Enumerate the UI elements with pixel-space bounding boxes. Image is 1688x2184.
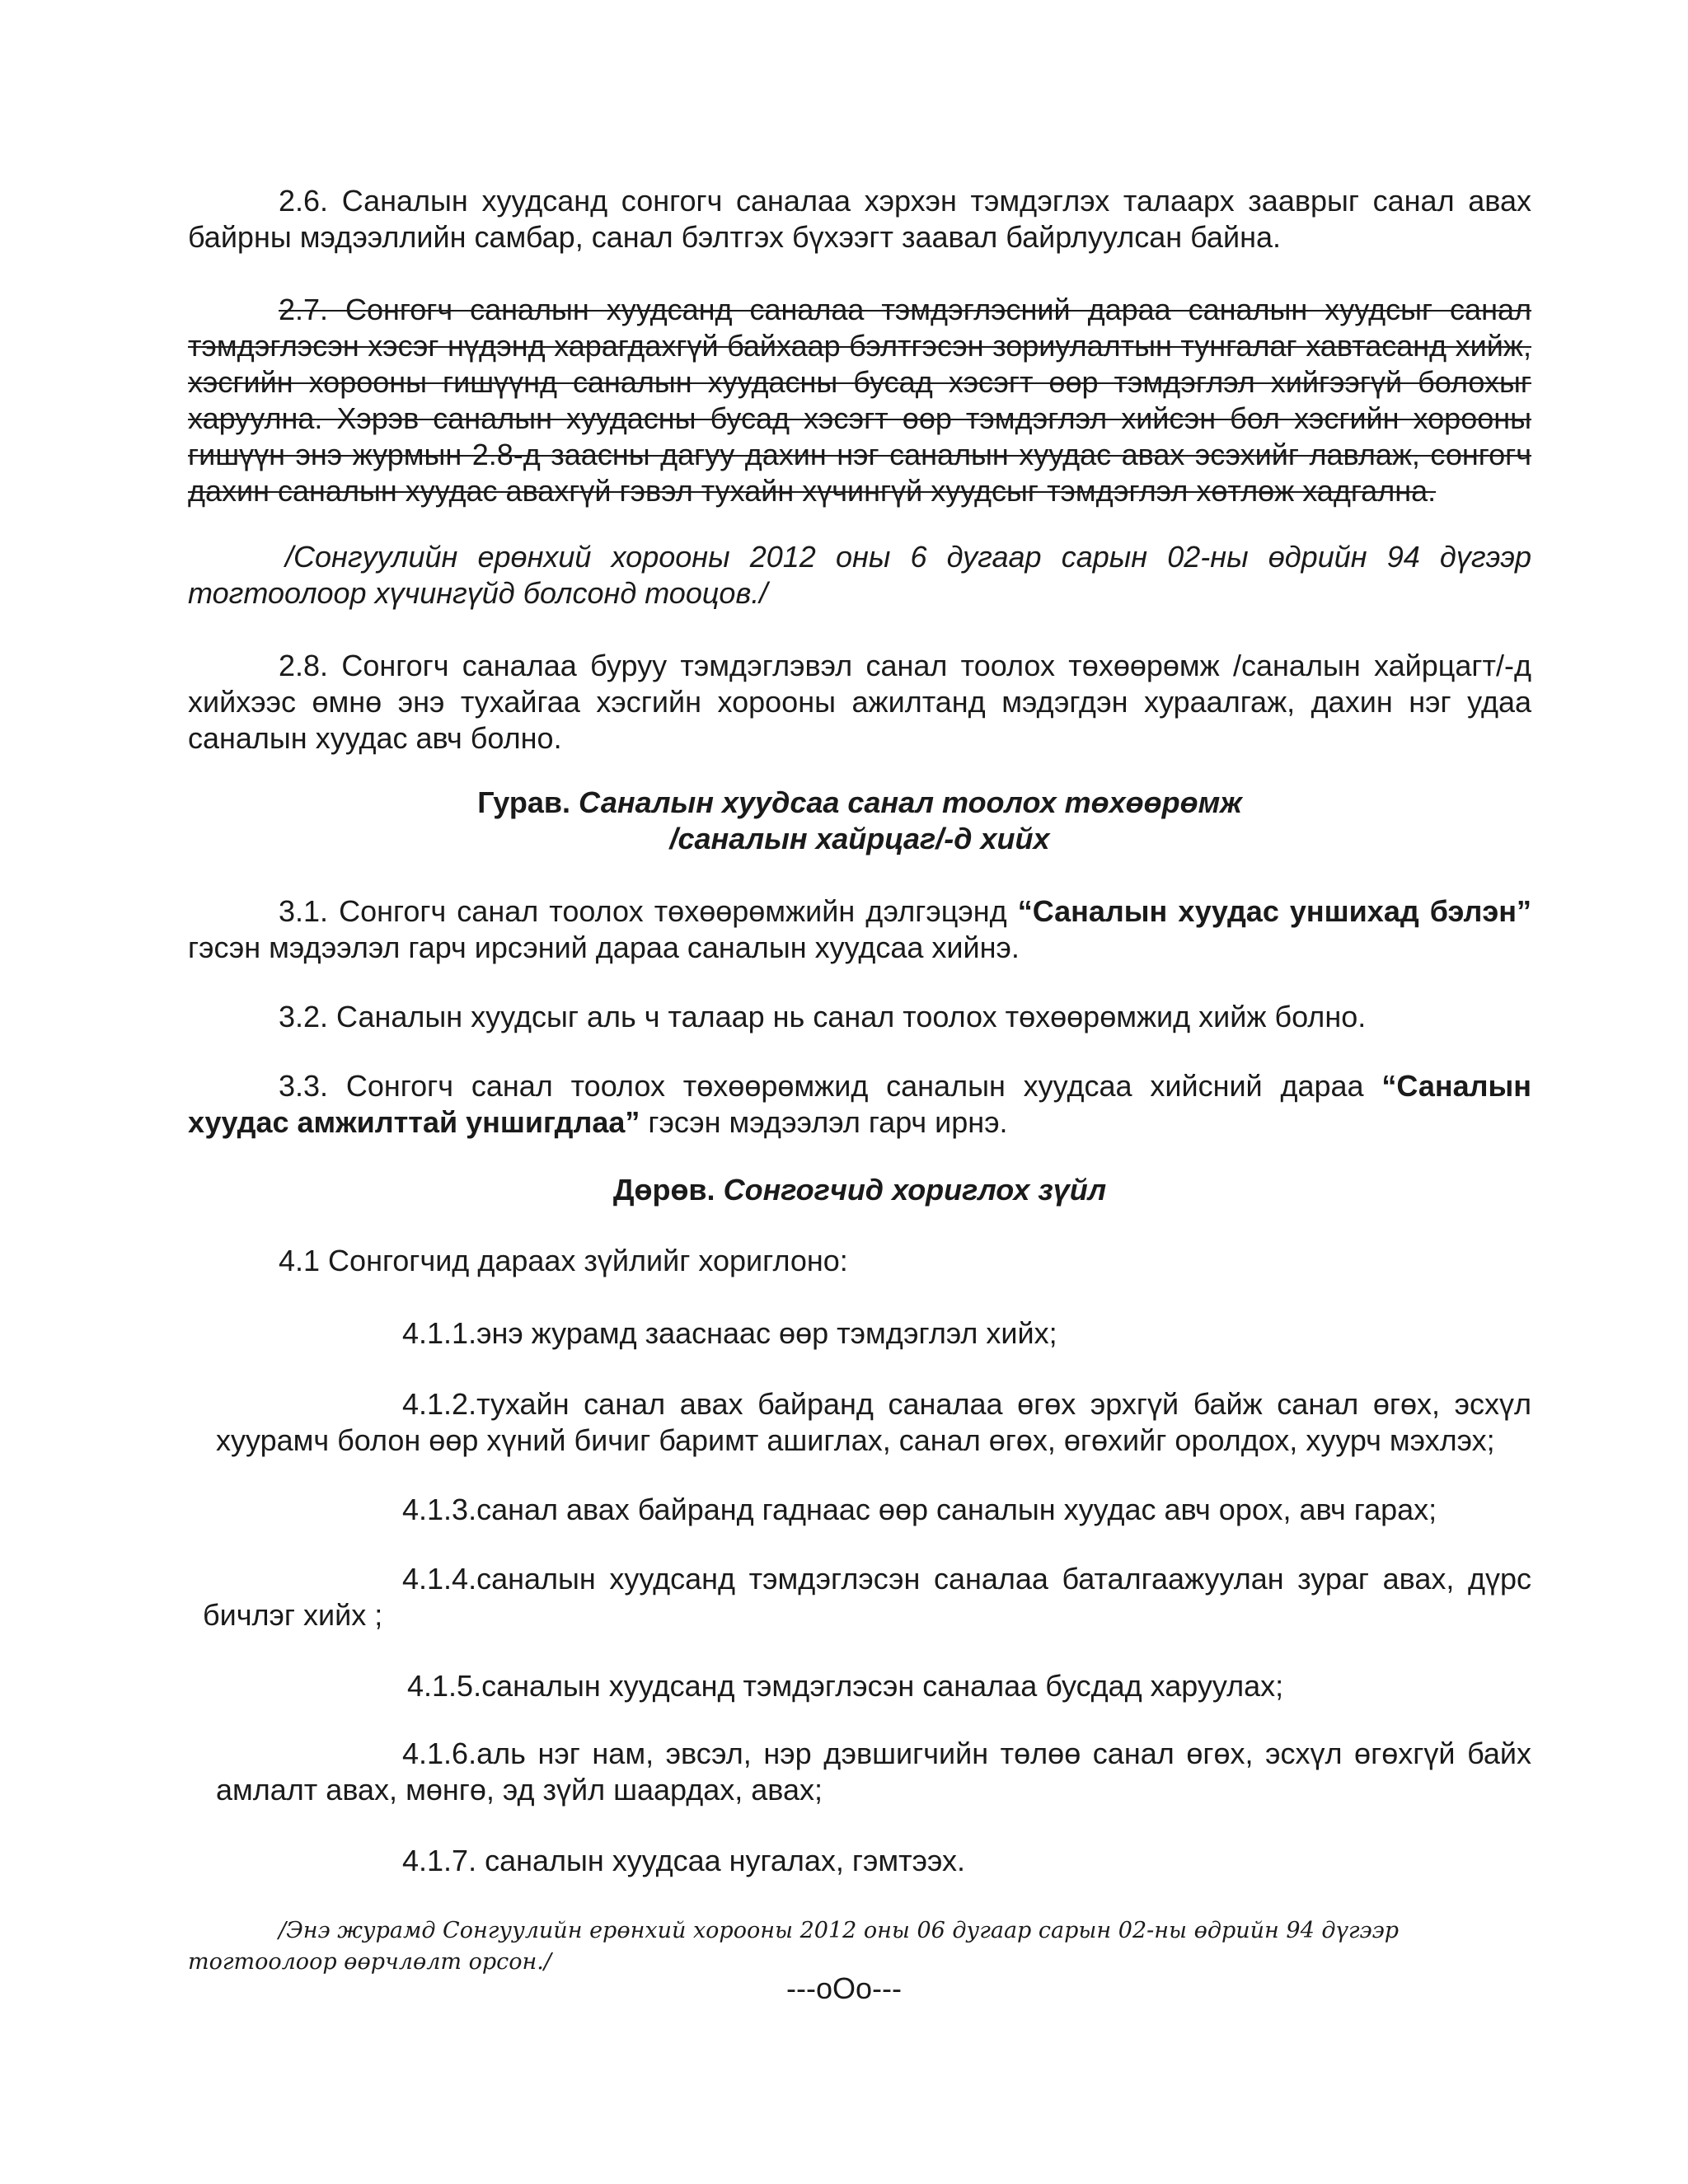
paragraph-2-6: 2.6. Саналын хуудсанд сонгогч саналаа хэрхэн тэмдэглэх талаарх зааврыг санал авах байрны мэдээллийн самбар, санал бэлтгэх бүхээгт заавал байрлуулсан байна. [188, 184, 1531, 254]
paragraph-3-3 [188, 1068, 1531, 1141]
paragraph-3-1-tail: гэсэн мэдээлэл гарч ирсэний дараа саналын хуудсаа хийнэ. [188, 930, 1020, 964]
section-3-heading-line2 [188, 821, 1531, 857]
section-3-heading [188, 785, 1531, 821]
paragraph-3-1-text: 3.1. Сонгогч санал тоолох төхөөрөмжийн дэлгэцэнд [279, 894, 1018, 928]
paragraph-2-8: 2.8. Сонгогч саналаа буруу тэмдэглэвэл санал тоолох төхөөрөмж /саналын хайрцагт/-д хийхээс өмнө энэ тухайгаа хэсгийн хорооны ажилтанд мэдэгдэн хураалгаж, дахин нэг удаа саналын хуудас авч болно. [188, 649, 1531, 755]
paragraph-3-2: 3.2. Саналын хуудсыг аль ч талаар нь санал тоолох төхөөрөмжид хийж болно. [279, 1000, 1367, 1033]
item-4-1-5: 4.1.5.саналын хуудсанд тэмдэглэсэн саналаа бусдад харуулах; [407, 1669, 1284, 1703]
section-3-number: Гурав. [477, 785, 579, 819]
paragraph-3-3-bold: “Саналын хуудас амжилттай уншигдлаа” [188, 1069, 1531, 1139]
paragraph-3-3-text: 3.3. Сонгогч санал тоолох төхөөрөмжид саналын хуудсаа хийсний дараа [279, 1069, 1382, 1103]
item-4-1-2: 4.1.2.тухайн санал авах байранд саналаа өгөх эрхгүй байж санал өгөх, эсхүл хуурамч болон өөр хүний бичиг баримт ашиглах, санал өгөх, өгөхийг оролдох, хуурч мэхлэх; [216, 1387, 1531, 1457]
section-3-title-line2: /саналын хайрцаг/-д хийх [669, 822, 1050, 855]
end-marker: ---oOo--- [786, 1971, 902, 2005]
paragraph-2-7-note: /Сонгуулийн ерөнхий хорооны 2012 оны 6 дугаар сарын 02-ны өдрийн 94 дүгээр тогтоолоор хүчингүйд болсонд тооцов./ [188, 540, 1531, 610]
amendment-footnote: /Энэ журамд Сонгуулийн ерөнхий хорооны 2012 оны 06 дугаар сарын 02-ны өдрийн 94 дүгээр тогтоолоор өөрчлөлт орсон./ [188, 1918, 1400, 1975]
item-4-1-7: 4.1.7. саналын хуудсаа нугалах, гэмтээх. [402, 1844, 965, 1877]
paragraph-3-1-bold: “Саналын хуудас уншихад бэлэн” [1017, 894, 1531, 928]
item-4-1-1: 4.1.1.энэ журамд зааснаас өөр тэмдэглэл хийх; [402, 1316, 1057, 1350]
paragraph-3-3-tail: гэсэн мэдээлэл гарч ирнэ. [640, 1105, 1008, 1139]
section-4-number: Дөрөв. [612, 1173, 724, 1207]
section-4-title: Сонгогчид хориглох зүйл [723, 1173, 1107, 1207]
item-4-1-4: 4.1.4.саналын хуудсанд тэмдэглэсэн саналаа баталгаажуулан зураг авах, дүрс бичлэг хийх ; [203, 1562, 1531, 1632]
paragraph-3-1 [188, 893, 1531, 966]
section-3-title: Саналын хуудсаа санал тоолох төхөөрөмж [579, 785, 1242, 819]
item-4-1-6: 4.1.6.аль нэг нам, эвсэл, нэр дэвшигчийн төлөө санал өгөх, эсхүл өгөхгүй байх амлалт авах, мөнгө, эд зүйл шаардах, авах; [216, 1736, 1531, 1807]
paragraph-4-1: 4.1 Сонгогчид дараах зүйлийг хориглоно: [279, 1244, 848, 1277]
item-4-1-3: 4.1.3.санал авах байранд гаднаас өөр саналын хуудас авч орох, авч гарах; [402, 1493, 1437, 1526]
paragraph-2-7-struck: 2.7. Сонгогч саналын хуудсанд саналаа тэмдэглэсний дараа саналын хуудсыг санал тэмдэглэсэн хэсэг нүдэнд харагдахгүй байхаар бэлтгэсэн зориулалтын тунгалаг хавтасанд хийж, хэсгийн хорооны гишүүнд саналын хуудасны бусад хэсэгт өөр тэмдэглэл хийгээгүй болохыг харуулна. Хэрэв саналын хуудасны бусад хэсэгт өөр тэмдэглэл хийсэн бол хэсгийн хорооны гишүүн энэ журмын 2.8-д заасны дагуу дахин нэг саналын хуудас авах эсэхийг лавлаж, сонгогч дахин саналын хуудас авахгүй гэвэл тухайн хүчингүй хуудсыг тэмдэглэл хөтлөж хадгална. [188, 293, 1531, 508]
section-4-heading [188, 1172, 1531, 1208]
